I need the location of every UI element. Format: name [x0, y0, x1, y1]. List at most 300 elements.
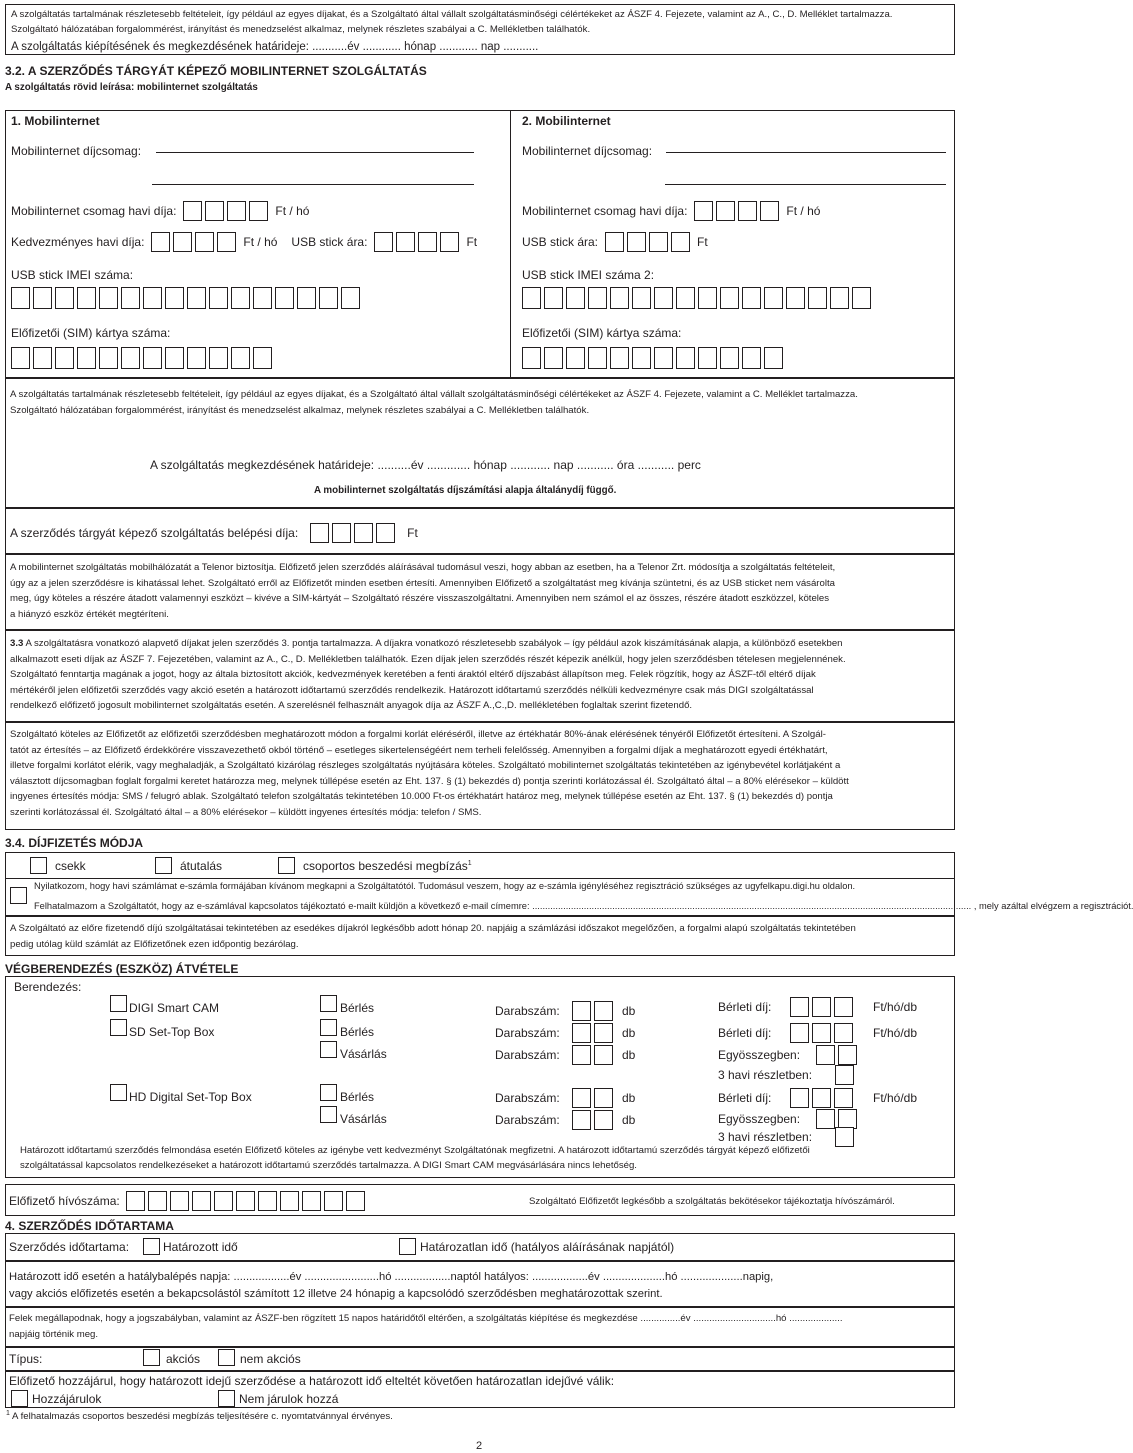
indefinite-checkbox[interactable] — [399, 1238, 416, 1255]
mobile2-fee-row — [522, 201, 820, 221]
fixed-term-label: Határozott idő — [163, 1240, 238, 1254]
digit-cell[interactable] — [632, 347, 651, 369]
mobile1-usb-price-label: USB stick ára: — [291, 235, 368, 249]
limits-line-3: illetve forgalmi korlátot elérik, vagy meghaladják, a Szolgáltató kizárólag részleges szolgáltatás nyújtására köteles. Szolgáltató mobilinternet szolgáltatás tekintetében az igénybevétel korlátjaként a — [10, 760, 841, 772]
digit-cell[interactable] — [594, 1001, 613, 1021]
digit-cell[interactable] — [253, 287, 272, 309]
mobile1-monthly-fee-cells[interactable] — [183, 201, 268, 221]
mobile2-package-line[interactable] — [666, 152, 946, 153]
digit-cell[interactable] — [440, 232, 459, 252]
mobile1-package-line-2[interactable] — [152, 184, 474, 185]
fee-row-2 — [718, 1023, 917, 1043]
footnote — [6, 1410, 393, 1422]
ft-month-db: Ft/hó/db — [873, 1000, 918, 1014]
digit-cell[interactable] — [694, 201, 713, 221]
equipment-note-1: Határozott időtartamú szerződés felmondása esetén Előfizető köteles az igénybe vett kedvezményt Szolgáltatónak megfizetni. A határozott időtartamú szerződés tárgyát képező előfizetői — [20, 1145, 810, 1156]
lump-cells[interactable] — [816, 1045, 857, 1065]
digit-cell[interactable] — [654, 287, 673, 309]
footnote-text: A felhatalmazás csoportos beszedési megbízás teljesítésére c. nyomtatvánnyal érvényes. — [9, 1411, 393, 1423]
indefinite-label: Határozatlan idő (hatályos aláírásának napjától) — [420, 1240, 675, 1254]
digit-cell[interactable] — [33, 287, 52, 309]
telenor-line-4: a hiányzó eszköz értékét megtéríteni. — [10, 608, 169, 620]
non-promo-label: nem akciós — [240, 1352, 301, 1366]
mobile1-discount-cells[interactable] — [151, 232, 236, 252]
digit-cell[interactable] — [55, 287, 74, 309]
mobile1-imei-label: USB stick IMEI száma: — [11, 268, 134, 282]
digit-cell[interactable] — [324, 1191, 343, 1211]
hd-label: HD Digital Set-Top Box — [129, 1090, 252, 1104]
digit-cell[interactable] — [148, 1191, 167, 1211]
cam-rent-checkbox[interactable] — [320, 995, 337, 1012]
direct-debit-label — [303, 859, 472, 873]
transfer-label: átutalás — [180, 858, 223, 873]
digit-cell[interactable] — [11, 347, 30, 369]
digit-cell[interactable] — [649, 232, 668, 252]
digit-cell[interactable] — [143, 347, 162, 369]
digit-cell[interactable] — [830, 287, 849, 309]
digit-cell[interactable] — [720, 347, 739, 369]
digit-cell[interactable] — [418, 232, 437, 252]
digit-cell[interactable] — [816, 1109, 835, 1129]
phone-cells[interactable] — [126, 1191, 365, 1211]
digit-cell[interactable] — [834, 1088, 853, 1108]
top-info-box — [5, 4, 955, 55]
direct-debit-text: csoportos beszedési megbízás — [303, 858, 468, 873]
db-label: db — [622, 1004, 636, 1018]
telenor-box — [5, 554, 955, 630]
digit-cell[interactable] — [151, 232, 170, 252]
digit-cell[interactable] — [852, 287, 871, 309]
rent-fee-label: Bérleti díj: — [718, 1091, 772, 1105]
billing-due-box — [5, 916, 955, 956]
cam-rent-label: Bérlés — [340, 1001, 375, 1015]
digit-cell[interactable] — [676, 347, 695, 369]
digit-cell[interactable] — [253, 347, 272, 369]
fee-cells[interactable] — [790, 1088, 853, 1108]
equipment-box — [5, 976, 955, 1178]
digit-cell[interactable] — [594, 1023, 613, 1043]
digit-cell[interactable] — [214, 1191, 233, 1211]
section-3-2-subtitle: A szolgáltatás rövid leírása: mobilinternet szolgáltatás — [5, 82, 258, 93]
digit-cell[interactable] — [742, 347, 761, 369]
qty-cells[interactable] — [572, 1045, 613, 1065]
mobile1-imei-cells[interactable] — [11, 287, 360, 309]
fee-row-3 — [718, 1088, 917, 1108]
digit-cell[interactable] — [143, 287, 162, 309]
effective-line: Határozott idő esetén a hatálybalépés napja: ..................év ........................hó ..................naptól hatályos: ..................év ....................hó ....................napig, — [9, 1271, 774, 1283]
qty-label: Darabszám: — [495, 1004, 560, 1018]
digit-cell[interactable] — [187, 287, 206, 309]
section-3-4-title: 3.4. DÍJFIZETÉS MÓDJA — [5, 836, 144, 850]
digit-cell[interactable] — [319, 287, 338, 309]
digit-cell[interactable] — [716, 201, 735, 221]
digit-cell[interactable] — [760, 201, 779, 221]
ft-month-db: Ft/hó/db — [873, 1026, 918, 1040]
digit-cell[interactable] — [786, 287, 805, 309]
digit-cell[interactable] — [217, 232, 236, 252]
page-number: 2 — [476, 1440, 483, 1452]
mobile1-discount-label: Kedvezményes havi díja: — [11, 235, 145, 249]
qty-label: Darabszám: — [495, 1091, 560, 1105]
digit-cell[interactable] — [566, 347, 585, 369]
top-line-1: A szolgáltatás tartalmának részletesebb feltételeit, így például az egyes díjakat, és a Szolgáltató által vállalt szolgáltatásminőségi célértékeket az ÁSZF 4. Fejezete, valamint az A., C., D. Melléklet tartalmazza. — [11, 9, 893, 20]
phone-label: Előfizető hívószáma: — [9, 1194, 120, 1208]
limits-line-5: ingyenes értesítés módja: SMS / felugró ablak. Szolgáltató telefon szolgáltatás tekintetében 10.000 Ft-os értékhatárt határoz meg, melynek túllépése esetén az Eht. 137. § (1) bekezdés d) pontja — [10, 791, 833, 803]
digit-cell[interactable] — [195, 232, 214, 252]
digit-cell[interactable] — [231, 347, 250, 369]
consent-box — [5, 1371, 955, 1408]
footnote-ref: 1 — [467, 859, 472, 867]
fee-row-1 — [718, 997, 917, 1017]
cheque-checkbox[interactable] — [30, 857, 47, 874]
qty-cells[interactable] — [572, 1023, 613, 1043]
digit-cell[interactable] — [209, 347, 228, 369]
digit-cell[interactable] — [790, 1023, 809, 1043]
digit-cell[interactable] — [544, 347, 563, 369]
mobile2-usb-row — [522, 232, 708, 252]
stb-label: SD Set-Top Box — [129, 1025, 215, 1039]
digit-cell[interactable] — [77, 287, 96, 309]
start-deadline: A szolgáltatás megkezdésének határideje: ..........év ............. hónap ............ nap ........... óra ........... perc — [150, 458, 701, 472]
digit-cell[interactable] — [834, 997, 853, 1017]
mobile1-package-line[interactable] — [156, 152, 474, 153]
stb-buy-checkbox[interactable] — [320, 1041, 337, 1058]
mobile1-usb-price-cells[interactable] — [374, 232, 459, 252]
non-promo-checkbox[interactable] — [218, 1349, 235, 1366]
entry-fee-label: A szerződés tárgyát képező szolgáltatás belépési díja: — [10, 526, 299, 540]
s33-number: 3.3 — [10, 638, 24, 649]
section-3-3-box — [5, 630, 955, 722]
promo-label: akciós — [166, 1352, 201, 1366]
digit-cell[interactable] — [33, 347, 52, 369]
telenor-line-3: meg, úgy köteles a részére átadott valamennyi eszközt – kivéve a SIM-kártyát – Szolgáltató részére visszaszolgáltatni. Amennyiben nem számol el az összes, részére átadott eszközzel, köteles — [10, 593, 830, 605]
qty-label: Darabszám: — [495, 1026, 560, 1040]
mobile2-monthly-fee-cells[interactable] — [694, 201, 779, 221]
digit-cell[interactable] — [838, 1109, 857, 1129]
entry-fee-ft: Ft — [407, 526, 418, 540]
mobile1-usb-ft: Ft — [466, 235, 478, 249]
mobile1-discount-row — [11, 232, 477, 252]
limits-line-1: Szolgáltató köteles az Előfizetőt az előfizetői szerződésben meghatározott módon a forgalmi korlát eléréséről, illetve az értékhatár 80%-ának elérésének tényéről Előfizetőt értesíteni. A Szolgál- — [10, 729, 826, 740]
top-line-2: Szolgáltató hálózatában forgalommérést, irányítást és menedzselést alkalmaz, melynek részletes szabályai a C. Mellékletben találhatók. — [11, 24, 591, 35]
stb-rent-label: Bérlés — [340, 1025, 375, 1039]
mobile2-imei-label: USB stick IMEI száma 2: — [522, 268, 655, 282]
digit-cell[interactable] — [610, 347, 629, 369]
digit-cell[interactable] — [764, 287, 783, 309]
fee-cells[interactable] — [790, 1023, 853, 1043]
s33-line-5: rendelkező előfizető jogosult mobilinternet szolgáltatás esetén. A szerelésnél felhasznált anyagok díja az ÁSZF A.,C.,D. mellékletében foglaltak szerint fizetendő. — [10, 700, 693, 712]
agreement-box — [5, 1307, 955, 1347]
mobilinternet-grid — [5, 110, 955, 378]
telenor-line-2: úgy az a jelen szerződésre is kihatással lehet. Szolgáltató erről az Előfizetőt minden esetben értesíti. Amennyiben Előfizető a szolgáltatást meg kívánja szüntetni, és az USB sticket nem vásárolta — [10, 577, 835, 589]
qty-label: Darabszám: — [495, 1113, 560, 1127]
s33-line-1 — [10, 636, 950, 652]
cam-checkbox[interactable] — [110, 995, 127, 1012]
hd-rent-label: Bérlés — [340, 1090, 375, 1104]
qty-row-3 — [495, 1045, 635, 1065]
digit-cell[interactable] — [834, 1023, 853, 1043]
duration-label: Szerződés időtartama: — [9, 1240, 130, 1254]
digit-cell[interactable] — [594, 1088, 613, 1108]
section-3-2-title: 3.2. A SZERZŐDÉS TÁRGYÁT KÉPEZŐ MOBILINTERNET SZOLGÁLTATÁS — [5, 64, 427, 78]
consent-disagree-label: Nem járulok hozzá — [239, 1392, 339, 1406]
digit-cell[interactable] — [838, 1045, 857, 1065]
hd-buy-checkbox[interactable] — [320, 1106, 337, 1123]
digit-cell[interactable] — [396, 232, 415, 252]
digit-cell[interactable] — [126, 1191, 145, 1211]
qty-row-5 — [495, 1110, 635, 1130]
limits-line-2: tatót az értesítés – az Előfizető érdekkörére visszavezethető okból történő – esetleges sikertelenségéért nem terheli felelősség. Amennyiben a forgalmi díjak a meghatározott egyedi értékhatárt, — [10, 744, 828, 756]
qty-row-2 — [495, 1023, 635, 1043]
entry-fee-cells[interactable] — [310, 523, 395, 543]
limits-line-4: választott díjcsomagban foglalt forgalmi keretet határozza meg, melynek túllépése esetén az Eht. 137. § (1) bekezdés d) pontja szerinti korlátozással él. Szolgáltató által – a 80% elérésekor – küldött — [10, 775, 849, 787]
duration-box — [5, 1233, 955, 1261]
mobile2-package-label: Mobilinternet díjcsomag: — [522, 144, 653, 158]
section-4-title: 4. SZERZŐDÉS IDŐTARTAMA — [5, 1219, 174, 1233]
digit-cell[interactable] — [588, 287, 607, 309]
mobile1-sim-cells[interactable] — [11, 347, 272, 369]
stb-checkbox[interactable] — [110, 1019, 127, 1036]
digit-cell[interactable] — [187, 347, 206, 369]
digit-cell[interactable] — [121, 287, 140, 309]
digit-cell[interactable] — [275, 287, 294, 309]
footnote-marker: 1 — [6, 1410, 10, 1417]
digit-cell[interactable] — [790, 997, 809, 1017]
agreement-line-1: Felek megállapodnak, hogy a jogszabályban, valamint az ÁSZF-ben rögzített 15 napos határidőtől eltérően, a szolgáltatás kiépítése és megkezdése ...............év ...............................hó .................... — [9, 1313, 843, 1324]
instalment-cell[interactable] — [835, 1127, 854, 1147]
service-info-box — [5, 378, 955, 508]
instalment-row-2 — [718, 1127, 854, 1147]
qty-label: Darabszám: — [495, 1048, 560, 1062]
mobile2-heading: 2. Mobilinternet — [522, 114, 611, 128]
agreement-line-2: napjáig történik meg. — [9, 1329, 99, 1340]
db-label: db — [622, 1091, 636, 1105]
s33-line-4: mértékéről jelen előfizetői szerződés vagy akció esetén a határozott időtartamú szerződés rendelkezik. Határozott időtartamú szerződés nélküli kedvezményre csak más DIGI szolgáltatással — [10, 684, 814, 696]
hd-buy-label: Vásárlás — [340, 1112, 387, 1126]
digit-cell[interactable] — [227, 201, 246, 221]
digit-cell[interactable] — [231, 287, 250, 309]
digit-cell[interactable] — [588, 347, 607, 369]
digit-cell[interactable] — [376, 523, 395, 543]
digit-cell[interactable] — [632, 287, 651, 309]
digit-cell[interactable] — [572, 1023, 591, 1043]
column-divider — [510, 111, 511, 377]
billing-basis: A mobilinternet szolgáltatás díjszámítási alapja általánydíj függő. — [314, 485, 617, 496]
due-line-1: A Szolgáltató az előre fizetendő díjú szolgáltatásai tekintetében az esedékes díjakról legkésőbb adott hónap 20. napjáig a számlázási időszakot megelőzően, a forgalmi alapú szolgáltatás tekintetében — [10, 923, 856, 934]
equipment-title: VÉGBERENDEZÉS (ESZKÖZ) ÁTVÉTELE — [5, 962, 239, 976]
phone-row — [9, 1191, 365, 1211]
e-bill-checkbox[interactable] — [10, 887, 27, 904]
digit-cell[interactable] — [627, 232, 646, 252]
rent-fee-label: Bérleti díj: — [718, 1000, 772, 1014]
mobile1-fee-row — [11, 201, 309, 221]
digit-cell[interactable] — [183, 201, 202, 221]
direct-debit-checkbox[interactable] — [278, 857, 295, 874]
digit-cell[interactable] — [205, 201, 224, 221]
digit-cell[interactable] — [594, 1110, 613, 1130]
digit-cell[interactable] — [236, 1191, 255, 1211]
digit-cell[interactable] — [742, 287, 761, 309]
digit-cell[interactable] — [698, 287, 717, 309]
mobile1-heading: 1. Mobilinternet — [11, 114, 100, 128]
consent-agree-checkbox[interactable] — [11, 1390, 28, 1407]
digit-cell[interactable] — [209, 287, 228, 309]
digit-cell[interactable] — [610, 287, 629, 309]
digit-cell[interactable] — [572, 1088, 591, 1108]
digit-cell[interactable] — [99, 287, 118, 309]
digit-cell[interactable] — [165, 287, 184, 309]
digit-cell[interactable] — [192, 1191, 211, 1211]
mobile2-monthly-fee-label: Mobilinternet csomag havi díja: — [522, 204, 688, 218]
mobile1-ft-month: Ft / hó — [275, 204, 310, 218]
digit-cell[interactable] — [310, 523, 329, 543]
digit-cell[interactable] — [654, 347, 673, 369]
due-line-2: pedig utólag küld számlát az Előfizetőnek ezen időpontig bezárólag. — [10, 938, 299, 950]
digit-cell[interactable] — [173, 232, 192, 252]
digit-cell[interactable] — [812, 997, 831, 1017]
consent-text: Előfizető hozzájárul, hogy határozott idejű szerződése a határozott idő elteltét követően határozatlan idejűvé válik: — [9, 1374, 615, 1388]
digit-cell[interactable] — [764, 347, 783, 369]
digit-cell[interactable] — [676, 287, 695, 309]
digit-cell[interactable] — [332, 523, 351, 543]
limits-line-6: szerinti korlátozással él. Szolgáltató által – a 80% elérésekor – küldött ingyenes értesítés módja: telefon / SMS. — [10, 806, 482, 818]
qty-row-4 — [495, 1088, 635, 1108]
digit-cell[interactable] — [671, 232, 690, 252]
cheque-label: csekk — [55, 858, 86, 873]
mobile2-usb-ft: Ft — [697, 235, 708, 249]
mobile1-discount-ft-month: Ft / hó — [243, 235, 278, 249]
digit-cell[interactable] — [77, 347, 96, 369]
digit-cell[interactable] — [302, 1191, 321, 1211]
transfer-checkbox[interactable] — [155, 857, 172, 874]
devices-label: Berendezés: — [14, 980, 82, 994]
digit-cell[interactable] — [544, 287, 563, 309]
mobile2-usb-price-label: USB stick ára: — [522, 235, 599, 249]
mobile1-monthly-fee-label: Mobilinternet csomag havi díja: — [11, 204, 177, 218]
type-label: Típus: — [9, 1352, 43, 1366]
info-line-1: A szolgáltatás tartalmának részletesebb feltételeit, így például az egyes díjakat, és a Szolgáltató által vállalt szolgáltatásminőségi célértékeket az ÁSZF 4. Fejezete, valamint a C. Melléklet tartalmazza. — [10, 389, 858, 400]
digit-cell[interactable] — [11, 287, 30, 309]
digit-cell[interactable] — [258, 1191, 277, 1211]
digit-cell[interactable] — [572, 1001, 591, 1021]
digit-cell[interactable] — [790, 1088, 809, 1108]
instalment-cell[interactable] — [835, 1065, 854, 1085]
mobile2-ft-month: Ft / hó — [786, 204, 821, 218]
qty-cells[interactable] — [572, 1088, 613, 1108]
effective-box — [5, 1261, 955, 1307]
digit-cell[interactable] — [55, 347, 74, 369]
digit-cell[interactable] — [698, 347, 717, 369]
cam-label: DIGI Smart CAM — [129, 1001, 220, 1015]
qty-cells[interactable] — [572, 1001, 613, 1021]
digit-cell[interactable] — [297, 287, 316, 309]
s33-line-3: Szolgáltató fenntartja magának a jogot, hogy az általa biztosított akciók, kedvezmények keretében a fenti áraktól eltérő díjszabást állapítson meg. Felek rögzítik, hogy az ÁSZF-től eltérő díjak — [10, 669, 816, 681]
stb-buy-label: Vásárlás — [340, 1047, 387, 1061]
digit-cell[interactable] — [99, 347, 118, 369]
mobile1-sim-label: Előfizetői (SIM) kártya száma: — [11, 326, 171, 340]
payment-divider — [6, 878, 954, 879]
digit-cell[interactable] — [738, 201, 757, 221]
s33-text-1: A szolgáltatásra vonatkozó alapvető díjakat jelen szerződés 3. pontja tartalmazza. A díjakra vonatkozó részletesebb szabályok – így például azok kiszámításának alapja, a különböző esetekben — [23, 638, 843, 649]
promo-checkbox[interactable] — [143, 1349, 160, 1366]
digit-cell[interactable] — [374, 232, 393, 252]
mobile1-package-label: Mobilinternet díjcsomag: — [11, 144, 142, 158]
fixed-term-checkbox[interactable] — [143, 1238, 160, 1255]
promo-line: vagy akciós előfizetés esetén a bekapcsolástól számított 12 illetve 24 hónapig a kapcsolódó szerződésben meghatározottak szerint. — [9, 1288, 663, 1300]
consent-agree-label: Hozzájárulok — [32, 1392, 102, 1406]
digit-cell[interactable] — [170, 1191, 189, 1211]
payment-box — [5, 852, 1133, 916]
info-line-2: Szolgáltató hálózatában forgalommérést, irányítást és menedzselést alkalmaz, melynek részletes szabályai a C. Mellékletben találhatók. — [10, 405, 590, 416]
lump-label: Egyösszegben: — [718, 1048, 801, 1062]
entry-fee-row — [10, 523, 418, 543]
lump-label: Egyösszegben: — [718, 1112, 801, 1126]
phone-box — [5, 1184, 955, 1216]
digit-cell[interactable] — [594, 1045, 613, 1065]
digit-cell[interactable] — [165, 347, 184, 369]
consent-disagree-checkbox[interactable] — [218, 1390, 235, 1407]
fee-cells[interactable] — [790, 997, 853, 1017]
digit-cell[interactable] — [720, 287, 739, 309]
mobile2-usb-price-cells[interactable] — [605, 232, 690, 252]
digit-cell[interactable] — [572, 1110, 591, 1130]
entry-fee-box — [5, 508, 955, 554]
stb-rent-checkbox[interactable] — [320, 1019, 337, 1036]
digit-cell[interactable] — [249, 201, 268, 221]
mobile2-package-line-2[interactable] — [665, 184, 946, 185]
digit-cell[interactable] — [566, 287, 585, 309]
digit-cell[interactable] — [121, 347, 140, 369]
digit-cell[interactable] — [341, 287, 360, 309]
qty-cells[interactable] — [572, 1110, 613, 1130]
e-bill-line-1: Nyilatkozom, hogy havi számlámat e-számla formájában kívánom megkapni a Szolgáltatótól. Tudomásul veszem, hogy az e-számla igényléséhez regisztráció szükséges az ugyfelkapu.digi.hu oldalon. — [34, 881, 856, 891]
db-label: db — [622, 1113, 636, 1127]
db-label: db — [622, 1048, 636, 1062]
digit-cell[interactable] — [522, 287, 541, 309]
digit-cell[interactable] — [605, 232, 624, 252]
digit-cell[interactable] — [812, 1088, 831, 1108]
digit-cell[interactable] — [280, 1191, 299, 1211]
digit-cell[interactable] — [812, 1023, 831, 1043]
digit-cell[interactable] — [808, 287, 827, 309]
s33-line-2: alkalmazott eseti díjak az ÁSZF 7. Fejezetében, valamint az A., C., D. Mellékletben találhatók. Ezen díjak jelen szerződés részét képezik anélkül, hogy jelen szerződésben tételesen megjelennének. — [10, 653, 846, 665]
digit-cell[interactable] — [572, 1045, 591, 1065]
instalment-label: 3 havi részletben: — [718, 1130, 813, 1144]
e-bill-line-2: Felhatalmazom a Szolgáltatót, hogy az e-számlával kapcsolatos tájékoztató e-mailt küldjön a következő e-mail címemre: .......................................................................................................................................................................... , mely azáltal elvégzem a regisztrációt. — [34, 901, 1133, 911]
instalment-row-1 — [718, 1065, 854, 1085]
hd-checkbox[interactable] — [110, 1084, 127, 1101]
build-deadline: A szolgáltatás kiépítésének és megkezdésének határideje: ...........év ............ hónap ............ nap ........... — [11, 41, 539, 53]
mobile2-imei-cells[interactable] — [522, 287, 871, 309]
lump-row-2 — [718, 1109, 857, 1129]
lump-row-1 — [718, 1045, 857, 1065]
lump-cells[interactable] — [816, 1109, 857, 1129]
instalment-label: 3 havi részletben: — [718, 1068, 813, 1082]
digit-cell[interactable] — [816, 1045, 835, 1065]
qty-row-1 — [495, 1001, 635, 1021]
mobile2-sim-cells[interactable] — [522, 347, 783, 369]
equipment-note-2: szolgáltatással kapcsolatos rendelkezéseket a határozott időtartamú szerződés tartalmazza. A DIGI Smart CAM megvásárlására nincs lehetőség. — [20, 1160, 637, 1171]
telenor-line-1: A mobilinternet szolgáltatás mobilhálózatát a Telenor biztosítja. Előfizető jelen szerződés aláírásával tudomásul veszi, hogy abban az esetben, ha a Telenor Zrt. módosítja a szolgáltatás feltételeit, — [10, 562, 836, 573]
limits-box — [5, 722, 955, 830]
ft-month-db: Ft/hó/db — [873, 1091, 918, 1105]
hd-rent-checkbox[interactable] — [320, 1084, 337, 1101]
digit-cell[interactable] — [354, 523, 373, 543]
payment-methods-row — [30, 857, 472, 874]
rent-fee-label: Bérleti díj: — [718, 1026, 772, 1040]
digit-cell[interactable] — [346, 1191, 365, 1211]
digit-cell[interactable] — [522, 347, 541, 369]
